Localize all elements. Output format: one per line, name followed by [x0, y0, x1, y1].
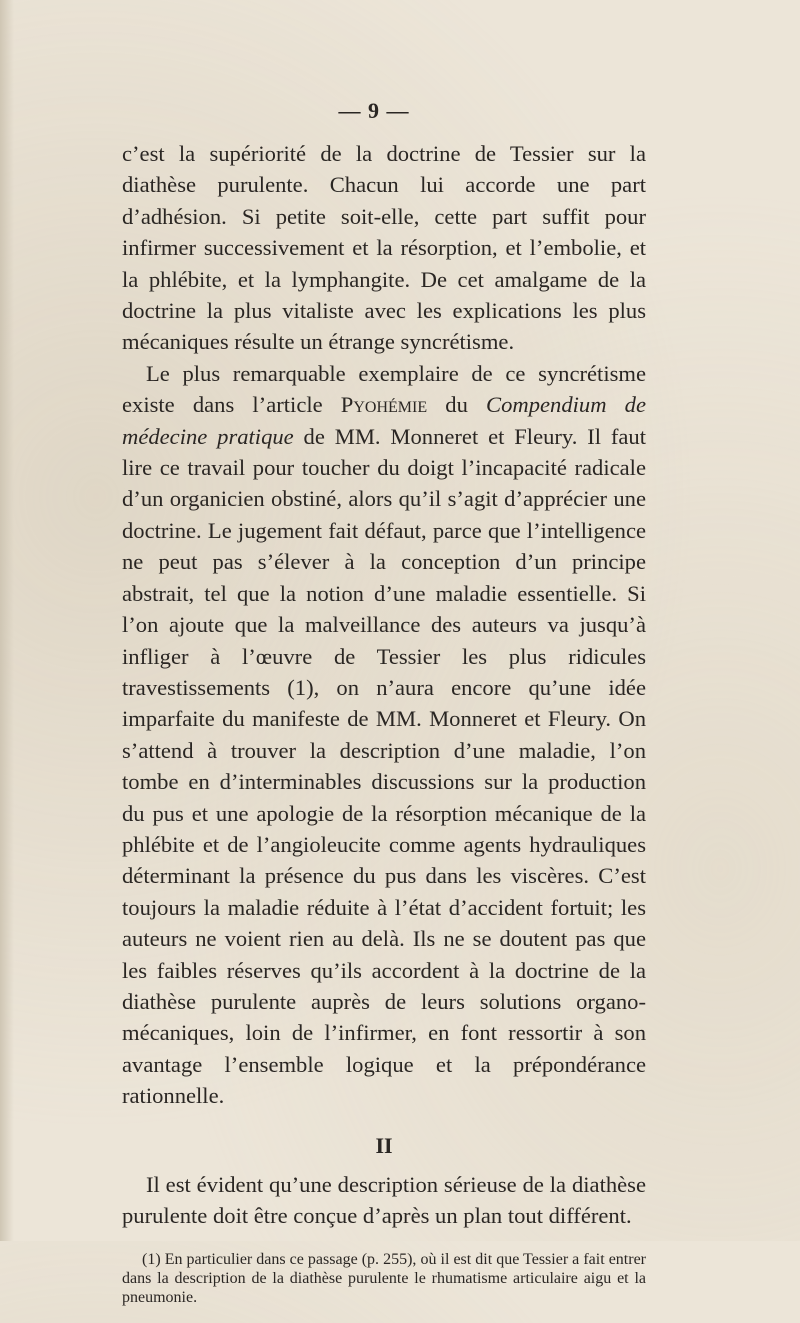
paragraph-2-between: du [427, 392, 487, 418]
paragraph-2-after: de MM. Monneret et Fleury. Il faut lire ce travail pour toucher du doigt l’incapacité radicale d’un organicien obstiné, alors qu’il s’agit d’apprécier une doctrine. Le jugement fait défaut, parce que l’intelligence ne peut pas s’élever à la conception d’un principe abstrait, tel que la notion d’une maladie essentielle. Si l’on ajoute que la malveillance des auteurs va jusqu’à infliger à l’œuvre de Tessier les plus ridicules travestissements (1), on n’aura encore qu’une idée imparfaite du manifeste de MM. Monneret et Fleury. On s’attend à trouver la description d’une maladie, l’on tombe en d’interminables discussions sur la production du pus et une apologie de la résorption mécanique de la phlébite et de l’angioleucite comme agents hydrauliques déterminant la présence du pus dans les viscères. C’est toujours la maladie réduite à l’état d’accident fortuit; les auteurs ne voient rien au delà. Ils ne se doutent pas que les faibles réserves qu’ils accordent à la doctrine de la diathèse purulente auprès de leurs solutions organo-mécaniques, loin de l’infirmer, en font ressortir à son avantage l’ensemble logique et la prépondérance rationnelle. [122, 423, 647, 1109]
body-text [122, 138, 646, 1232]
page-content [122, 98, 646, 1323]
paragraph-2 [122, 358, 646, 1112]
paragraph-2-before-article: Le plus remarquable exemplaire de ce syncrétisme existe dans l’article [122, 360, 646, 418]
section-heading: II [375, 1132, 393, 1158]
page-edge-shadow [0, 0, 14, 1241]
article-name: Pyohémie [340, 392, 428, 418]
footnote: (1) En particulier dans ce passage (p. 255), où il est dit que Tessier a fait entrer dans la description de la diathèse purulente le rhumatisme articulaire aigu et la pneumonie. [122, 1250, 646, 1306]
work-title: Compendium de médecine pratique [122, 392, 646, 449]
page-number: — 9 — [338, 98, 410, 123]
paragraph-1: c’est la supériorité de la doctrine de Tessier sur la diathèse purulente. Chacun lui accorde une part d’adhésion. Si petite soit-elle, cette part suffit pour infirmer successivement et la résorption, et l’embolie, et la phlébite, et la lymphangite. De cet amalgame de la doctrine la plus vitaliste avec les explications les plus mécaniques résulte un étrange syncrétisme. [122, 141, 646, 355]
paragraph-3: Il est évident qu’une description sérieuse de la diathèse purulente doit être conçue d’après un plan tout différent. [122, 1172, 646, 1229]
